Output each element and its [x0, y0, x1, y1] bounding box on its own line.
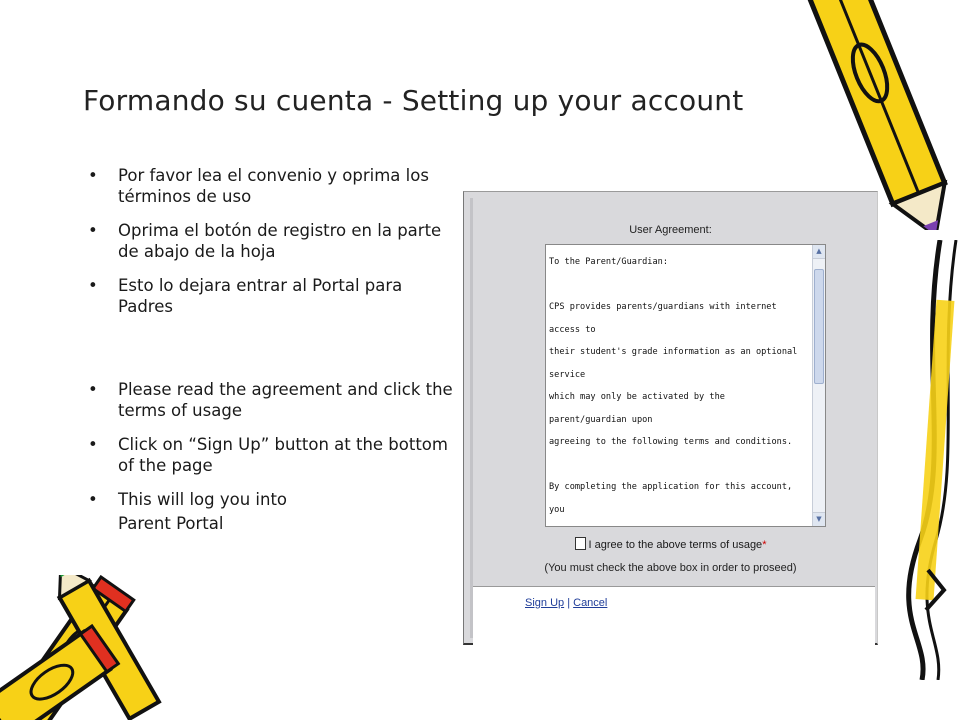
- bullet-en-1: [88, 379, 453, 421]
- bullet-text: Please read the agreement and click the terms of usage: [118, 380, 453, 420]
- agree-terms-row: [464, 537, 877, 551]
- bullet-text: This will log you into: [118, 490, 288, 509]
- footer-links: [525, 597, 607, 609]
- bullet-text: Por favor lea el convenio y oprima los términos de uso: [118, 166, 429, 206]
- bullet-dot: •: [88, 380, 98, 399]
- must-check-note: (You must check the above box in order to proseed): [544, 562, 797, 574]
- agreement-screenshot-panel: [463, 191, 878, 645]
- scroll-down-icon[interactable]: ▼: [813, 512, 825, 526]
- bullet-dot: •: [88, 435, 98, 454]
- agreement-scrollbar[interactable]: [812, 245, 825, 526]
- agreement-textarea[interactable]: [545, 244, 826, 527]
- bullet-dot: •: [88, 276, 98, 295]
- required-marker: *: [762, 539, 767, 551]
- bullet-list: [88, 165, 453, 547]
- user-agreement-label: User Agreement:: [629, 224, 712, 236]
- bullet-en-3-continuation: Parent Portal: [118, 514, 224, 533]
- bullet-dot: •: [88, 490, 98, 509]
- bullet-text: Oprima el botón de registro en la parte de abajo de la hoja: [118, 221, 442, 261]
- bullet-dot: •: [88, 166, 98, 185]
- sign-up-link[interactable]: Sign Up: [525, 597, 565, 609]
- pencils-bottom-left-icon: [0, 575, 200, 720]
- agreement-text: To the Parent/Guardian: CPS provides parents/guardians with internet access to their student's grade information as an optional service which may only be activated by the parent/guardian upon agreeing to the following terms and conditions. By completing the application for this account, you: [549, 257, 798, 515]
- agree-terms-checkbox[interactable]: [575, 537, 586, 550]
- bullet-dot: •: [88, 221, 98, 240]
- bullet-es-2: [88, 220, 453, 262]
- scroll-up-icon[interactable]: ▲: [813, 245, 825, 259]
- bullet-text: Click on “Sign Up” button at the bottom of the page: [118, 435, 448, 475]
- bullet-en-3: [88, 489, 453, 510]
- bullet-es-3: [88, 275, 453, 317]
- bullet-es-1: [88, 165, 453, 207]
- bullet-text: Esto lo dejara entrar al Portal para Padres: [118, 276, 403, 316]
- link-separator: |: [567, 597, 571, 609]
- scroll-thumb[interactable]: [814, 269, 824, 384]
- form-footer: [473, 586, 875, 645]
- pencil-right-edge-icon: [900, 240, 960, 680]
- cancel-link[interactable]: Cancel: [573, 597, 608, 609]
- bullet-en-2: [88, 434, 453, 476]
- agree-terms-label[interactable]: I agree to the above terms of usage: [588, 539, 763, 551]
- slide-title: Formando su cuenta - Setting up your account: [83, 84, 744, 117]
